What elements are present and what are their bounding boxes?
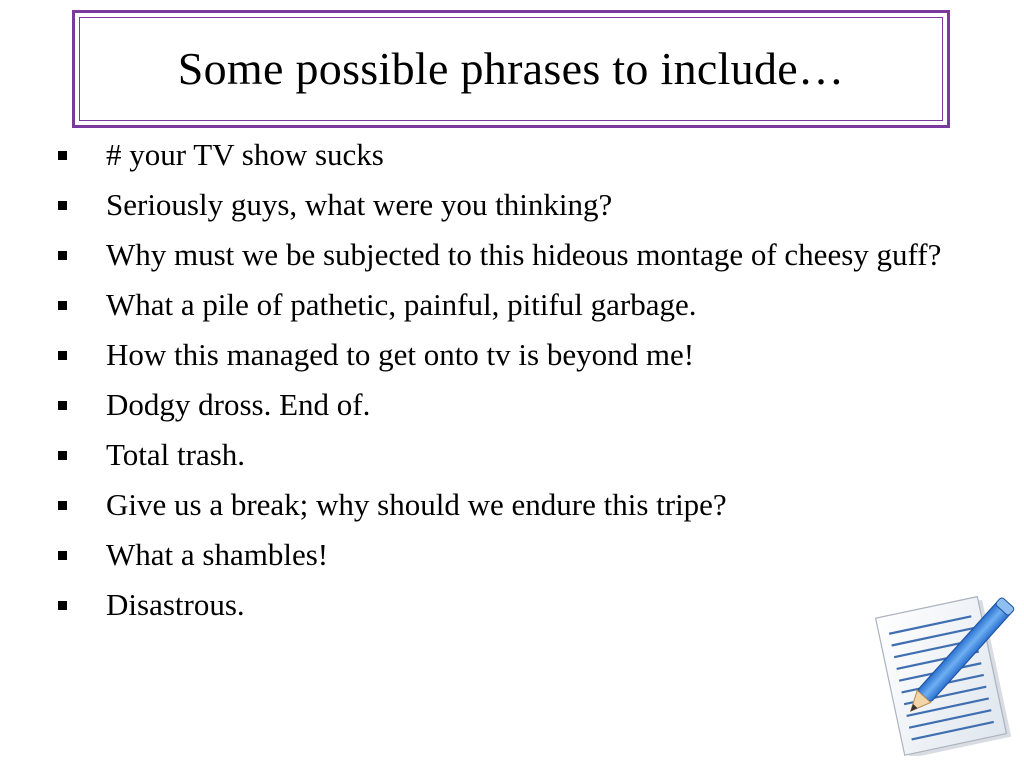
bullet-item [0,236,1024,274]
bullet-text: Disastrous. [106,587,245,622]
bullet-text: Give us a break; why should we endure this tripe? [106,487,727,522]
bullet-item [0,386,1024,424]
bullet-text: How this managed to get onto tv is beyond me! [106,337,695,372]
title-frame [72,10,950,128]
bullet-text: Dodgy dross. End of. [106,387,371,422]
bullet-text: Total trash. [106,437,246,472]
bullet-text: What a shambles! [106,537,329,572]
bullet-item [0,336,1024,374]
bullet-marker-icon [58,151,67,160]
bullet-text: Why must we be subjected to this hideous montage of cheesy guff? [106,237,942,272]
bullet-item [0,436,1024,474]
bullet-marker-icon [58,601,67,610]
bullet-text: Seriously guys, what were you thinking? [106,187,613,222]
bullet-marker-icon [58,301,67,310]
bullet-text: # your TV show sucks [106,137,384,172]
bullet-marker-icon [58,451,67,460]
bullet-marker-icon [58,501,67,510]
bullet-text: What a pile of pathetic, painful, pitiful garbage. [106,287,697,322]
bullet-item [0,286,1024,324]
bullet-item [0,186,1024,224]
notepad-pencil-icon [870,576,1020,756]
bullet-item [0,536,1024,574]
bullet-marker-icon [58,551,67,560]
bullet-marker-icon [58,351,67,360]
bullet-marker-icon [58,251,67,260]
bullet-item [0,136,1024,174]
title-inner-frame [79,17,943,121]
bullet-item [0,486,1024,524]
bullet-marker-icon [58,401,67,410]
slide-title: Some possible phrases to include… [177,42,845,94]
bullet-list [0,136,1024,636]
bullet-marker-icon [58,201,67,210]
